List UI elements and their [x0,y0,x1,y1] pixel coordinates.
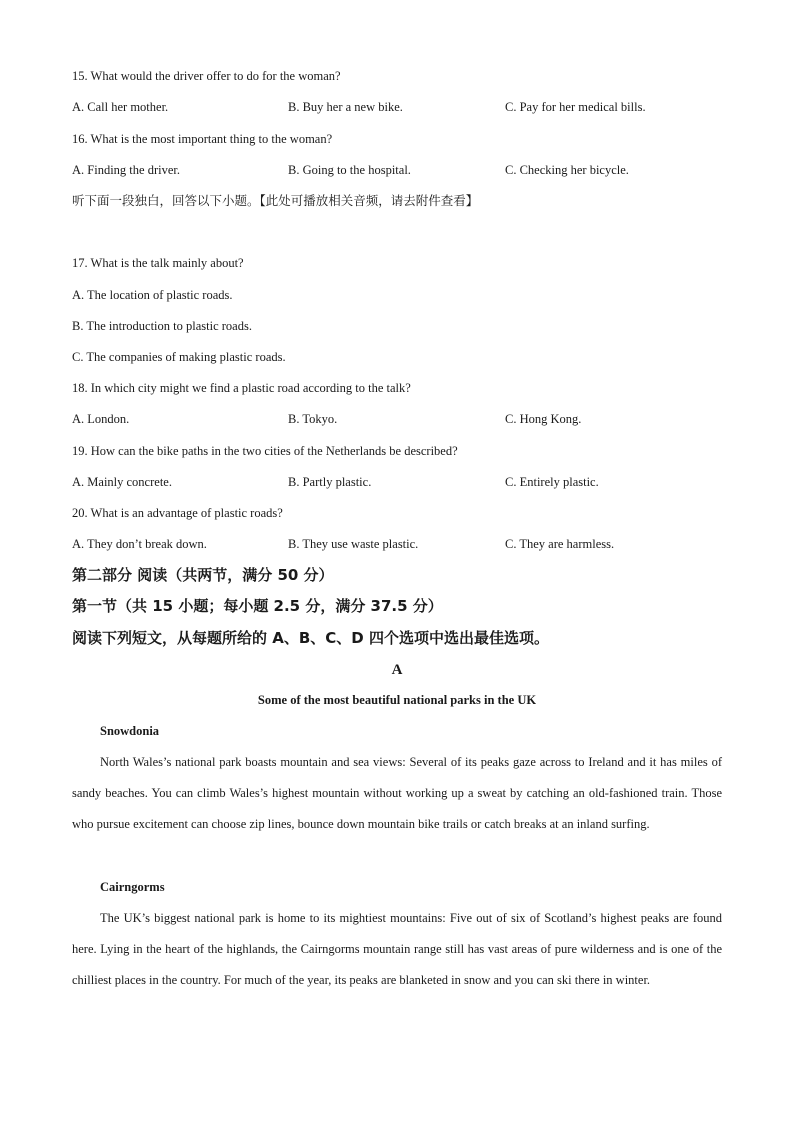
section-heading-snowdonia: Snowdonia [100,724,160,738]
question-20-option-b: B. They use waste plastic. [288,537,419,551]
question-20-option-a: A. They don’t break down. [72,537,207,551]
question-15-option-b: B. Buy her a new bike. [288,100,403,114]
section-heading-cairngorms: Cairngorms [100,880,165,894]
reading-instruction: 阅读下列短文，从每题所给的 A、B、C、D 四个选项中选出最佳选项。 [72,629,549,647]
part-two-heading: 第二部分 阅读（共两节，满分 50 分） [72,566,334,584]
paragraph-cairngorms: The UK’s biggest national park is home to its mightiest mountains: Five out of six of Scotland’s highest peaks are found here. Lying in the heart of the highlands, the Cairngorms mountain range still has vast areas of pure wilderness and is one of the chilliest places in the country. For much of the year, its peaks are blanketed in snow and you can ski there in winter. [72,911,722,987]
question-18-option-c: C. Hong Kong. [505,412,582,426]
question-18-option-b: B. Tokyo. [288,412,338,426]
question-17-option-a: A. The location of plastic roads. [72,288,233,302]
paragraph-snowdonia: North Wales’s national park boasts mountain and sea views: Several of its peaks gaze across to Ireland and it has miles of sandy beaches. You can climb Wales’s highest mountain without working up a sweat by catching an old-fashioned train. Those who pursue excitement can choose zip lines, bounce down mountain bike trails or catch breaks at an inland surfing. [72,755,722,831]
question-19-stem: 19. How can the bike paths in the two cities of the Netherlands be described? [72,444,458,458]
question-19-option-a: A. Mainly concrete. [72,475,172,489]
passage-title: Some of the most beautiful national parks in the UK [257,693,537,707]
question-15-option-a: A. Call her mother. [72,100,169,114]
question-16-stem: 16. What is the most important thing to the woman? [72,132,333,146]
question-19-option-b: B. Partly plastic. [288,475,372,489]
question-20-option-c: C. They are harmless. [505,537,615,551]
question-16-option-c: C. Checking her bicycle. [505,163,629,177]
monologue-instruction: 听下面一段独白，回答以下小题。【此处可播放相关音频，请去附件查看】 [72,193,479,208]
passage-letter: A [391,662,403,678]
question-16-option-b: B. Going to the hospital. [288,163,411,177]
section-one-heading: 第一节（共 15 小题；每小题 2.5 分，满分 37.5 分） [72,597,443,615]
question-19-option-c: C. Entirely plastic. [505,475,599,489]
question-17-stem: 17. What is the talk mainly about? [72,256,244,270]
question-18-option-a: A. London. [72,412,130,426]
question-17-option-c: C. The companies of making plastic roads. [72,350,286,364]
question-16-option-a: A. Finding the driver. [72,163,180,177]
question-15-option-c: C. Pay for her medical bills. [505,100,646,114]
question-18-stem: 18. In which city might we find a plastic road according to the talk? [72,381,411,395]
question-17-option-b: B. The introduction to plastic roads. [72,319,252,333]
question-15-stem: 15. What would the driver offer to do for the woman? [72,69,341,83]
question-20-stem: 20. What is an advantage of plastic roads? [72,506,283,520]
